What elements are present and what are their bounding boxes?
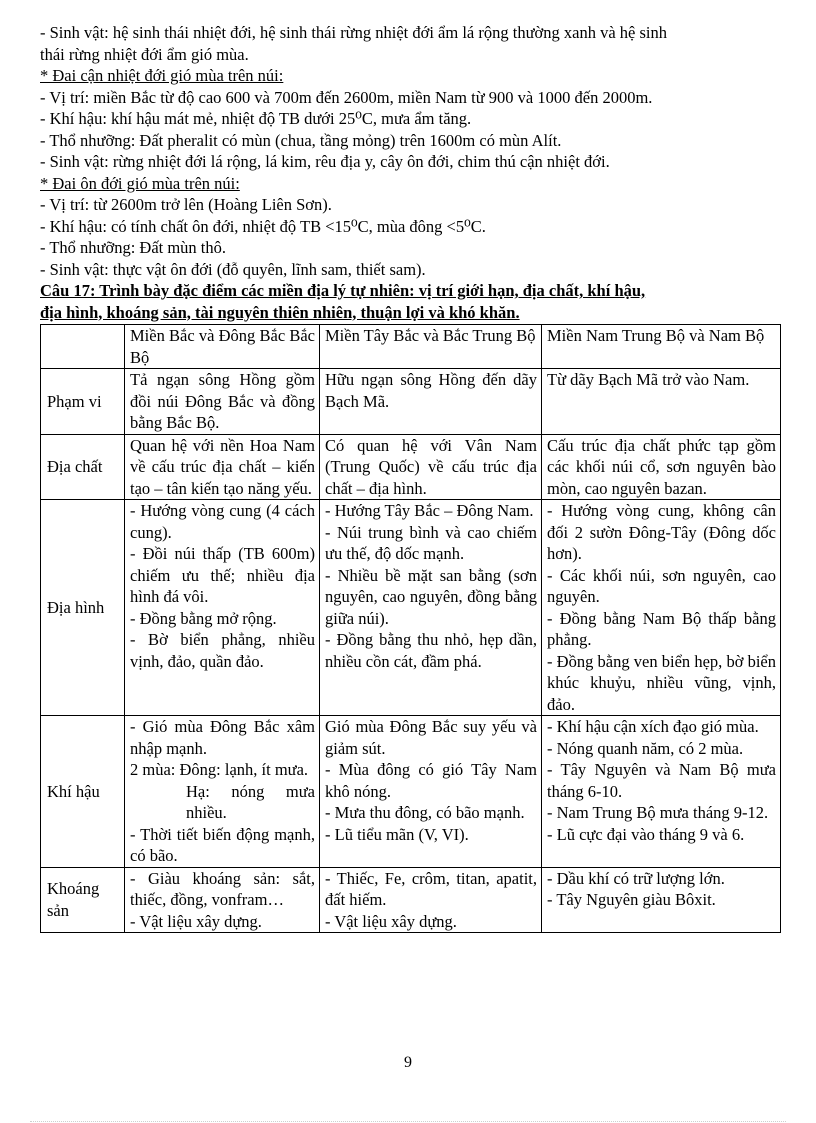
table-header-row bbox=[41, 325, 781, 369]
table-cell bbox=[125, 369, 320, 435]
cell-text: - Dầu khí có trữ lượng lớn. bbox=[547, 868, 725, 888]
cell-text: - Khí hậu cận xích đạo gió mùa. bbox=[547, 717, 759, 736]
cell-text: - Đồng bằng mở rộng. bbox=[130, 608, 277, 628]
question-title: Câu 17: Trình bày đặc điểm các miền địa lý tự nhiên: vị trí giới hạn, địa chất, khí hậu, bbox=[40, 281, 646, 300]
table-cell bbox=[542, 867, 781, 933]
cell-text: - Đồi núi thấp (TB 600m) chiếm ưu thế; nhiều địa hình đá vôi. bbox=[130, 544, 315, 606]
cell-text: - Hướng vòng cung, không cân đối 2 sườn Đông-Tây (Đông dốc hơn). bbox=[547, 501, 776, 563]
cell-text: Hữu ngạn sông Hồng đến dãy Bạch Mã. bbox=[325, 370, 537, 411]
row-label: Khí hậu bbox=[41, 716, 125, 868]
footer-divider bbox=[30, 1121, 786, 1122]
column-header: Miền Bắc và Đông Bắc Bắc Bộ bbox=[125, 325, 320, 369]
belt1-line: - Khí hậu: khí hậu mát mẻ, nhiệt độ TB dưới 25⁰C, mưa ẩm tăng. bbox=[40, 109, 472, 128]
cell-text: Gió mùa Đông Bắc suy yếu và giảm sút. bbox=[325, 717, 537, 758]
row-label: Địa chất bbox=[41, 434, 125, 500]
belt2-heading: * Đai ôn đới gió mùa trên núi: bbox=[40, 173, 240, 193]
table-cell bbox=[542, 716, 781, 868]
table-cell bbox=[125, 500, 320, 716]
table-cell bbox=[542, 500, 781, 716]
cell-text: - Vật liệu xây dựng. bbox=[325, 911, 457, 931]
cell-text: - Hướng vòng cung (4 cách cung). bbox=[130, 501, 315, 542]
cell-text: - Các khối núi, sơn nguyên, cao nguyên. bbox=[547, 565, 776, 606]
table-row bbox=[41, 500, 781, 716]
table-cell bbox=[542, 369, 781, 435]
question-title: địa hình, khoáng sản, tài nguyên thiên nhiên, thuận lợi và khó khăn. bbox=[40, 302, 520, 322]
belt1-line: - Thổ nhưỡng: Đất pheralit có mùn (chua, tầng mỏng) trên 1600m có mùn Alít. bbox=[40, 130, 562, 150]
intro-line: thái rừng nhiệt đới ẩm gió mùa. bbox=[40, 44, 249, 64]
cell-text: Từ dãy Bạch Mã trở vào Nam. bbox=[547, 370, 750, 389]
cell-text: - Đồng bằng ven biển hẹp, bờ biển khúc khuỷu, nhiều vũng, vịnh, đảo. bbox=[547, 651, 776, 714]
table-cell bbox=[320, 434, 542, 500]
table-cell bbox=[320, 500, 542, 716]
cell-text: - Tây Nguyên và Nam Bộ mưa tháng 6-10. bbox=[547, 760, 776, 801]
document-page bbox=[40, 22, 780, 933]
belt1-heading: * Đai cận nhiệt đới gió mùa trên núi: bbox=[40, 66, 284, 85]
cell-text: - Mùa đông có gió Tây Nam khô nóng. bbox=[325, 760, 537, 801]
cell-text: - Đồng bằng thu nhỏ, hẹp dần, nhiều cồn cát, đầm phá. bbox=[325, 630, 537, 671]
cell-text: - Giàu khoáng sản: sắt, thiếc, đồng, vonfram… bbox=[130, 868, 315, 909]
cell-text: - Lũ cực đại vào tháng 9 và 6. bbox=[547, 824, 745, 844]
cell-text: Có quan hệ với Vân Nam (Trung Quốc) về cấu trúc địa chất – địa hình. bbox=[325, 435, 537, 498]
cell-text: - Thiếc, Fe, crôm, titan, apatit, đất hiếm. bbox=[325, 868, 537, 909]
cell-text: - Thời tiết biến động mạnh, có bão. bbox=[130, 824, 315, 865]
cell-text: - Mưa thu đông, có bão mạnh. bbox=[325, 803, 525, 822]
cell-text: - Đồng bằng Nam Bộ thấp bằng phẳng. bbox=[547, 608, 776, 649]
belt1-line: - Vị trí: miền Bắc từ độ cao 600 và 700m đến 2600m, miền Nam từ 900 và 1000 đến 2000m. bbox=[40, 87, 653, 107]
regions-table bbox=[40, 324, 781, 933]
table-cell bbox=[125, 867, 320, 933]
belt2-line: - Khí hậu: có tính chất ôn đới, nhiệt độ TB <15⁰C, mùa đông <5⁰C. bbox=[40, 216, 486, 236]
belt2-line: - Sinh vật: thực vật ôn đới (đỗ quyên, lĩnh sam, thiết sam). bbox=[40, 259, 426, 279]
page-number: 9 bbox=[404, 1054, 412, 1071]
table-cell bbox=[125, 716, 320, 868]
row-label: Khoáng sản bbox=[41, 867, 125, 933]
cell-text: - Tây Nguyên giàu Bôxit. bbox=[547, 890, 716, 909]
column-header: Miền Nam Trung Bộ và Nam Bộ bbox=[542, 325, 781, 369]
table-cell bbox=[542, 434, 781, 500]
cell-text: - Nam Trung Bộ mưa tháng 9-12. bbox=[547, 803, 769, 822]
cell-text: - Bờ biển phẳng, nhiều vịnh, đảo, quần đảo. bbox=[130, 630, 315, 671]
cell-text: - Núi trung bình và cao chiếm ưu thế, độ dốc mạnh. bbox=[325, 522, 537, 563]
row-label: Phạm vi bbox=[41, 369, 125, 435]
cell-text: Tả ngạn sông Hồng gồm đồi núi Đông Bắc và đồng bằng Bắc Bộ. bbox=[130, 370, 315, 432]
belt2-line: - Vị trí: từ 2600m trở lên (Hoàng Liên Sơn). bbox=[40, 195, 332, 214]
table-row bbox=[41, 716, 781, 868]
table-row bbox=[41, 434, 781, 500]
table-cell bbox=[125, 434, 320, 500]
cell-text: 2 mùa: Đông: lạnh, ít mưa. bbox=[130, 760, 309, 779]
table-row bbox=[41, 867, 781, 933]
cell-text: Cấu trúc địa chất phức tạp gồm các khối núi cổ, sơn nguyên bào mòn, cao nguyên bazan. bbox=[547, 435, 776, 498]
table-cell bbox=[320, 867, 542, 933]
cell-text: - Nóng quanh năm, có 2 mùa. bbox=[547, 738, 744, 758]
cell-text: - Nhiều bề mặt san bằng (sơn nguyên, cao nguyên, đồng bằng giữa núi). bbox=[325, 565, 537, 628]
row-label: Địa hình bbox=[41, 500, 125, 716]
header-empty-cell bbox=[41, 325, 125, 369]
cell-text: - Hướng Tây Bắc – Đông Nam. bbox=[325, 501, 534, 520]
table-row bbox=[41, 369, 781, 435]
cell-text: - Gió mùa Đông Bắc xâm nhập mạnh. bbox=[130, 717, 315, 758]
intro-line: - Sinh vật: hệ sinh thái nhiệt đới, hệ sinh thái rừng nhiệt đới ẩm lá rộng thường xanh và hệ sinh bbox=[40, 23, 667, 42]
table-cell bbox=[320, 716, 542, 868]
cell-text: Quan hệ với nền Hoa Nam về cấu trúc địa chất – kiến tạo – tân kiến tạo năng yếu. bbox=[130, 435, 315, 498]
belt2-line: - Thổ nhưỡng: Đất mùn thô. bbox=[40, 238, 227, 257]
column-header: Miền Tây Bắc và Bắc Trung Bộ bbox=[320, 325, 542, 369]
cell-text: - Vật liệu xây dựng. bbox=[130, 911, 262, 931]
cell-text: Hạ: nóng mưa nhiều. bbox=[186, 781, 315, 822]
table-cell bbox=[320, 369, 542, 435]
cell-text: - Lũ tiểu mãn (V, VI). bbox=[325, 824, 469, 844]
belt1-line: - Sinh vật: rừng nhiệt đới lá rộng, lá kim, rêu địa y, cây ôn đới, chim thú cận nhiệt đới. bbox=[40, 152, 610, 171]
